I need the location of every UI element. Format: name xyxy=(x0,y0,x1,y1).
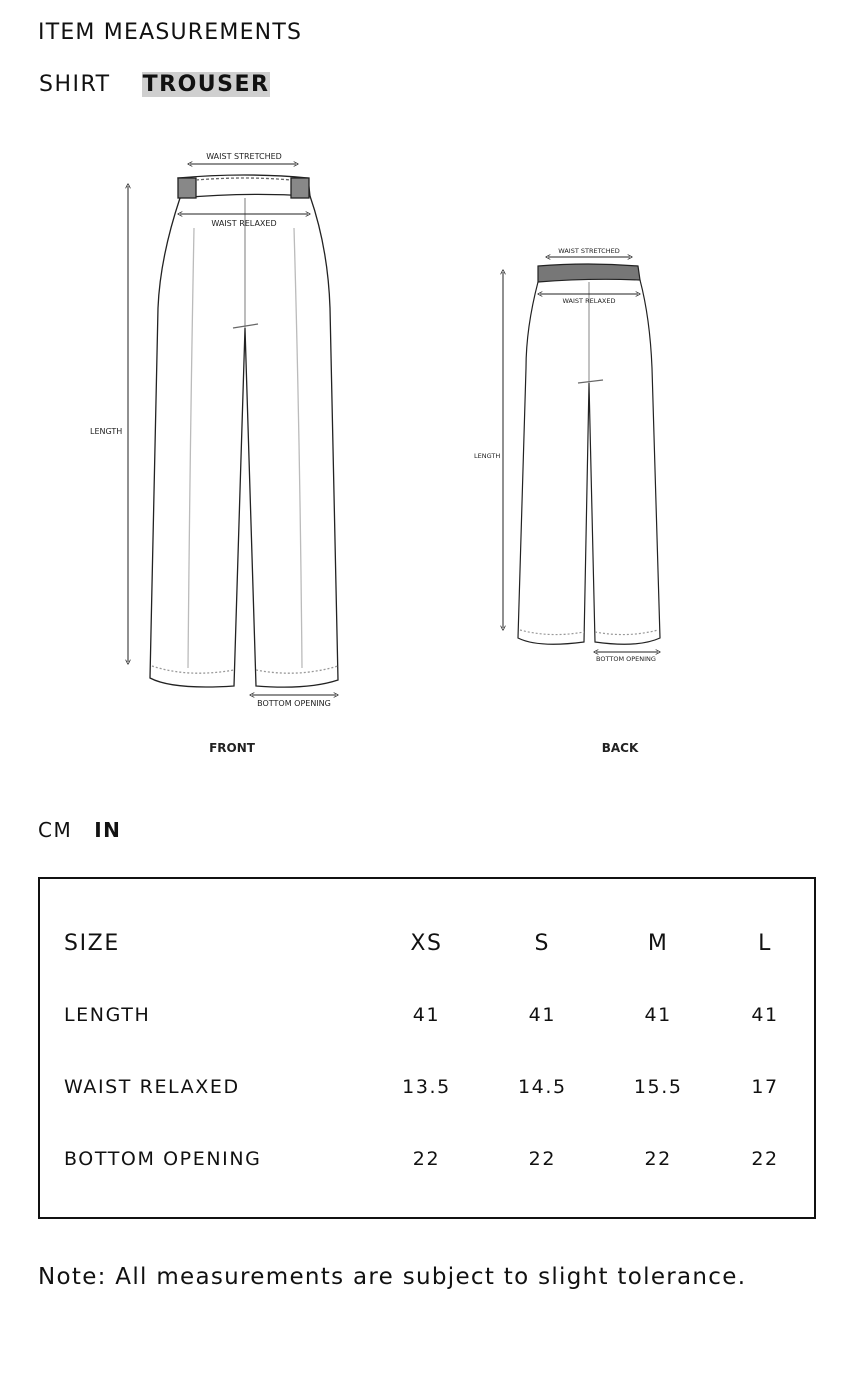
size-chart xyxy=(38,877,816,1219)
table-cell: 13.5 xyxy=(402,1076,451,1098)
tolerance-note: Note: All measurements are subject to slight tolerance. xyxy=(38,1264,747,1290)
size-table xyxy=(64,907,814,1195)
header-size: SIZE xyxy=(64,930,120,956)
front-bottom-opening-label: BOTTOM OPENING xyxy=(257,699,331,708)
header-l: L xyxy=(758,930,772,956)
back-length-label: LENGTH xyxy=(474,452,501,460)
back-waist-relaxed-label: WAIST RELAXED xyxy=(562,297,616,305)
table-cell: 17 xyxy=(751,1076,779,1098)
table-cell: 22 xyxy=(644,1148,672,1170)
garment-tabs xyxy=(38,72,270,97)
tab-shirt[interactable]: SHIRT xyxy=(39,72,111,97)
front-waist-stretched-label: WAIST STRETCHED xyxy=(206,152,282,161)
table-row xyxy=(64,1051,814,1123)
front-length-label: LENGTH xyxy=(90,427,123,436)
header-s: S xyxy=(534,930,551,956)
size-table-header-row xyxy=(64,907,814,979)
unit-in-button[interactable]: IN xyxy=(94,818,122,842)
front-caption: FRONT xyxy=(209,741,255,755)
table-cell: 15.5 xyxy=(633,1076,683,1098)
back-bottom-opening-label: BOTTOM OPENING xyxy=(596,655,656,663)
front-waist-relaxed-label: WAIST RELAXED xyxy=(211,219,277,228)
row-label: LENGTH xyxy=(64,1004,151,1026)
row-label: BOTTOM OPENING xyxy=(64,1148,262,1170)
table-cell: 22 xyxy=(528,1148,557,1170)
table-cell: 41 xyxy=(528,1004,557,1026)
table-cell: 41 xyxy=(644,1004,672,1026)
row-label: WAIST RELAXED xyxy=(64,1076,240,1098)
table-cell: 14.5 xyxy=(517,1076,567,1098)
back-waist-stretched-label: WAIST STRETCHED xyxy=(558,247,620,255)
unit-cm-button[interactable]: CM xyxy=(38,818,73,842)
table-cell: 22 xyxy=(751,1148,779,1170)
table-cell: 22 xyxy=(412,1148,441,1170)
trouser-measurement-diagram xyxy=(38,138,778,788)
table-row xyxy=(64,979,814,1051)
tab-trouser[interactable]: TROUSER xyxy=(142,72,270,97)
header-m: M xyxy=(647,930,669,956)
table-cell: 41 xyxy=(751,1004,779,1026)
unit-toggle xyxy=(38,818,121,842)
page-title: ITEM MEASUREMENTS xyxy=(38,20,303,45)
table-row xyxy=(64,1123,814,1195)
header-xs: XS xyxy=(410,930,443,956)
table-cell: 41 xyxy=(412,1004,441,1026)
back-caption: BACK xyxy=(601,741,639,755)
